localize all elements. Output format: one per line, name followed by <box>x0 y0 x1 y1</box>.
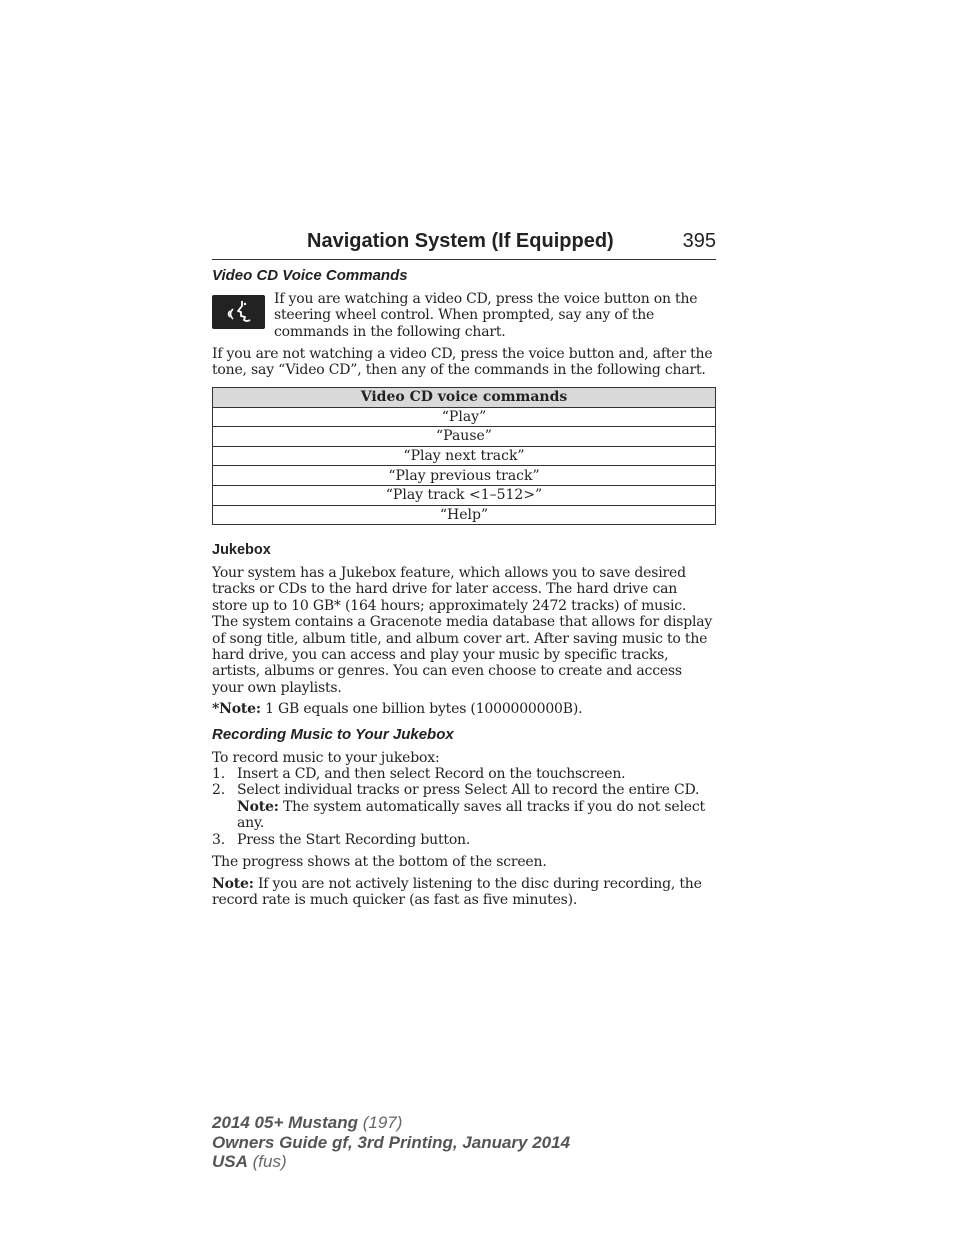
recording-heading: Recording Music to Your Jukebox <box>212 726 454 743</box>
table-cell: “Play previous track” <box>213 466 716 486</box>
footer-line-1 <box>212 1113 570 1133</box>
voice-command-icon <box>212 295 265 329</box>
video-cd-heading: Video CD Voice Commands <box>212 267 408 284</box>
step-text: Press the Start Recording button. <box>237 831 471 848</box>
note-label: *Note: <box>212 701 261 717</box>
voice-command-icon-graphic <box>212 295 265 329</box>
table-cell: “Play track <1–512>” <box>213 485 716 505</box>
video-cd-intro: If you are watching a video CD, press the voice button on the steering wheel control. When prompted, say any of the commands in the following chart. <box>274 291 698 340</box>
video-cd-commands-table <box>212 387 716 525</box>
table-row <box>213 446 716 466</box>
table-cell: “Help” <box>213 505 716 525</box>
table-row <box>213 505 716 525</box>
recording-note <box>212 876 716 909</box>
footer-line-3 <box>212 1152 570 1172</box>
table-row <box>213 485 716 505</box>
step-text: Select individual tracks or press Select All to record the entire CD. <box>237 782 700 799</box>
note-label: Note: <box>237 798 279 815</box>
page-header <box>212 229 716 260</box>
table-cell: “Play next track” <box>213 446 716 466</box>
table-header: Video CD voice commands <box>213 388 716 408</box>
progress-text: The progress shows at the bottom of the screen. <box>212 854 547 870</box>
note-text: The system automatically saves all tracks if you do not select any. <box>237 798 705 832</box>
list-item <box>212 832 716 848</box>
step-number: 1. <box>212 766 225 782</box>
footer-code: (197) <box>358 1113 403 1132</box>
footer-market: USA <box>212 1152 248 1171</box>
jukebox-paragraph: Your system has a Jukebox feature, which allows you to save desired tracks or CDs to the hard drive for later access. The hard drive can store up to 10 GB* (164 hours; approximately 2472 tracks) of music. The system contains a Gracenote media database that allows for display of song title, album title, and album cover art. After saving music to the hard drive, you can access and play your music by specific tracks, artists, albums or genres. You can even choose to create and access your own playlists. <box>212 565 713 696</box>
page-title: Navigation System (If Equipped) <box>307 230 614 252</box>
note-text: 1 GB equals one billion bytes (1000000000B). <box>260 701 583 717</box>
footer-model: 2014 05+ Mustang <box>212 1113 358 1132</box>
list-item <box>212 766 716 782</box>
recording-steps <box>212 766 716 848</box>
step-text: Insert a CD, and then select Record on the touchscreen. <box>237 766 626 782</box>
note-label: Note: <box>212 876 254 892</box>
table-cell: “Pause” <box>213 427 716 447</box>
page-footer <box>212 1113 570 1172</box>
recording-intro: To record music to your jukebox: <box>212 750 440 766</box>
table-row <box>213 427 716 447</box>
step-number: 2. <box>212 782 225 799</box>
footer-market-code: (fus) <box>247 1152 287 1171</box>
table-cell: “Play” <box>213 407 716 427</box>
jukebox-heading: Jukebox <box>212 542 271 558</box>
list-item <box>212 782 716 831</box>
table-row <box>213 466 716 486</box>
page-number: 395 <box>682 230 716 252</box>
jukebox-note <box>212 701 716 717</box>
footer-edition: Owners Guide gf, 3rd Printing, January 2014 <box>212 1132 571 1152</box>
table-row <box>213 407 716 427</box>
note-text: If you are not actively listening to the disc during recording, the record rate is much quicker (as fast as five minutes). <box>212 876 702 909</box>
step-number: 3. <box>212 831 225 848</box>
video-cd-paragraph: If you are not watching a video CD, press the voice button and, after the tone, say “Video CD”, then any of the commands in the following chart. <box>212 346 713 379</box>
footer-line-2 <box>212 1133 570 1153</box>
